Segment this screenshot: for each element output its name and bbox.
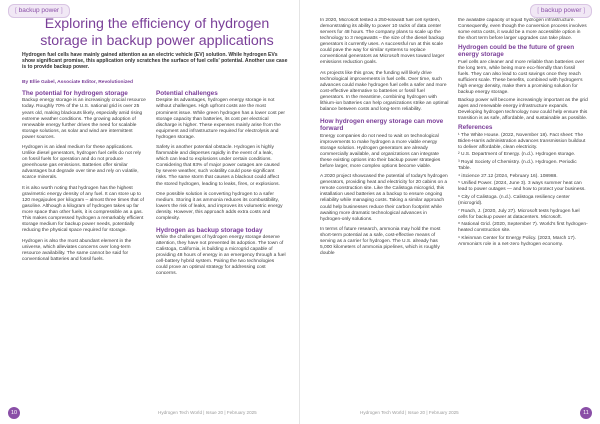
heading-challenges: Potential challenges bbox=[156, 90, 218, 97]
paragraph: Hydrogen is an ideal medium for these applications. Unlike diesel generators, hydrogen fuel cells do not rely on fossil fuels for operation and do not produce greenhouse gas emissions. Batteries offer similar advantages but degrade over time and rely on volatile, scarce minerals. bbox=[22, 145, 142, 181]
footer-text: Hydrogen Tech World | Issue 20 | February 2025 bbox=[360, 410, 459, 415]
page-number-badge: 11 bbox=[580, 407, 592, 419]
heading-forward: How hydrogen energy storage can move forward bbox=[320, 117, 444, 133]
footer-right bbox=[300, 406, 600, 420]
paragraph: While the challenges of hydrogen energy storage deserve attention, they have not prevented its adoption. The town of Calistoga, California, is building a microgrid capable of providing 48 hours of energy in an emergency through a fuel cell-battery hybrid system. Pairing the two technologies could prove an optimal strategy for addressing cost concerns. bbox=[156, 235, 286, 277]
byline: By Ellie Gabel, Associate Editor, Revolutionized bbox=[22, 80, 133, 85]
footer-text: Hydrogen Tech World | Issue 20 | February 2025 bbox=[158, 410, 257, 415]
section-tag-label: backup power bbox=[18, 7, 60, 14]
page-number-badge: 10 bbox=[8, 407, 20, 419]
right-column-2 bbox=[458, 18, 588, 412]
paragraph: A 2020 project showcased the potential of today's hydrogen generators, providing heat and electricity for 20 cabins on a remote construction site. Like the Calistoga microgrid, this installation used batteries as a backup to ensure ongoing reliability while managing costs. Taking a similar approach could help businesses reduce their carbon footprint while awaiting more dramatic technological advances in hydrogen-only solutions. bbox=[320, 174, 448, 222]
paragraph: As projects like this grow, the funding will likely drive technological improvements in fuel cells. Over time, such advances could make hydrogen fuel cells a safer and more cost-effective alternative to batteries or fossil fuel generators. In the meantime, combining hydrogen with lithium-ion batteries can help organizations strike an optimal balance between costs and long-term reliability. bbox=[320, 70, 449, 113]
paragraph: the available capacity of liquid hydrogen infrastructure. Consequently, even though the conversion process involves some extra costs, it would be a more accessible option in the short term before larger upgrades can take place. bbox=[458, 18, 587, 42]
left-column-1 bbox=[22, 90, 146, 412]
section-tag: [ backup power ] bbox=[8, 4, 70, 18]
reference-item: ² U.S. Department of Energy. (n.d.). Hydrogen storage. bbox=[458, 152, 576, 158]
heading-today: Hydrogen as backup storage today bbox=[156, 226, 263, 234]
paragraph: In terms of future research, ammonia may hold the most short-term potential as a safe, cost-effective means of serving as a carrier for hydrogen. The U.S. already has 5,000 kilometers of ammonia pipelines, which is roughly double bbox=[320, 227, 441, 257]
footer-left bbox=[0, 406, 300, 420]
references-heading: References bbox=[458, 123, 493, 131]
left-column-2 bbox=[156, 90, 286, 412]
reference-item: ⁵ Unified Power. (2024, June 3). 3 ways summer heat can lead to power outages — and how to protect your business. bbox=[458, 181, 586, 193]
reference-item: ¹ The White House. (2022, November 18). Fact sheet: The Biden-Harris administration advances transmission buildout to deliver affordable, clean electricity. bbox=[458, 132, 586, 150]
heading-potential: The potential for hydrogen storage bbox=[22, 90, 128, 97]
paragraph: Energy companies do not need to wait on technological improvements to make hydrogen a more viable energy storage solution. Hydrogen generators are already commercially available, and organizations can integrate these existing options into their backup power strategies before larger, more complex options become viable. bbox=[320, 133, 441, 169]
paragraph: Fuel cells are cleaner and more reliable than batteries over the long term, while being more eco-friendly than fossil fuels. They can also lead to cost savings once they reach sufficient scale. These benefits, combined with hydrogen's high energy density, make them a promising solution for backup energy storage. bbox=[458, 60, 585, 96]
paragraph: Backup power will become increasingly important as the grid ages and renewable energy infrastructure expands. Developing hydrogen technology now could help ensure this transition is as safe, affordable, and sustainable as possible. bbox=[458, 97, 588, 122]
paragraph: Hydrogen is also the most abundant element in the universe, which alleviates concerns over long-term resource availability. The same cannot be said for conventional batteries and fossil fuels. bbox=[22, 238, 132, 263]
paragraph: In 2020, Microsoft tested a 250-kilowatt fuel cell system, demonstrating its ability to power 10 racks of data center servers for 48 hours. The company plans to scale up the technology to 3 megawatts – the size of the diesel backup generators it currently uses. A successful run at this scale could pave the way for similar systems to replace conventional generators as Microsoft moves toward larger emissions reduction goals. bbox=[320, 18, 445, 66]
paragraph: It is also worth noting that hydrogen has the highest gravimetric energy density of any fuel. It can store up to 120 megajoules per kilogram – almost three times that of gasoline. Although a kilogram of hydrogen takes up far more space than other fuels, it is compressible as a gas. This makes compressed hydrogen a remarkably efficient storage medium for backup power needs, potentially reducing the physical space required for storage. bbox=[22, 186, 144, 234]
reference-item: ⁸ National Grid. (2020, September 7). World's first hydrogen-heated construction site. bbox=[458, 222, 588, 234]
reference-item: ⁴ iScience 27.12 (2024, February 16). 108988. bbox=[458, 173, 558, 179]
article-title: Exploring the efficiency of hydrogen storage in backup power applications bbox=[40, 16, 274, 49]
reference-item: ⁹ Kleinman Center for Energy Policy. (2023, March 17). Ammonia's role in a net-zero hydrogen economy. bbox=[458, 236, 577, 248]
right-page bbox=[300, 0, 600, 424]
article-intro: Hydrogen fuel cells have mainly gained attention as an electric vehicle (EV) solution. While hydrogen EVs show significant promise, this application only scratches the surface of fuel cells' potential. Another use case is to provide backup power. bbox=[22, 52, 288, 71]
reference-item: ³ Royal Society of Chemistry. (n.d.). Hydrogen. Periodic Table. bbox=[458, 160, 577, 172]
right-column-1 bbox=[320, 18, 450, 412]
paragraph: Backup energy storage is an increasingly crucial resource today. Roughly 70% of the U.S. national grid is over 25 years old, making blackouts likely, especially amid rising extreme weather conditions. The growing adoption of renewable energy further drives the need for scalable storage solutions, as solar and wind are intermittent power sources. bbox=[22, 98, 146, 140]
paragraph: Safety is another potential obstacle. Hydrogen is highly flammable and disperses rapidly in the event of a leak, which can lead to explosions under certain conditions. Considering that 83% of major power outages are caused by severe weather, such volatility could pose significant risks. The same storm that causes a blackout could affect the stored hydrogen, leading to leaks, fires, or explosions. bbox=[156, 145, 280, 187]
paragraph: Despite its advantages, hydrogen energy storage is not without challenges. High upfront costs are the most prominent issue. While green hydrogen has a lower cost per storage capacity than batteries, its cost per electrical discharge is higher. These expenses mainly arise from the equipment and infrastructure required for electrolysis and hydrogen storage. bbox=[156, 98, 285, 140]
reference-item: ⁷ Roach, J. (2020, July 27). Microsoft tests hydrogen fuel cells for backup power at datacenters. Microsoft. bbox=[458, 208, 580, 220]
paragraph: One possible solution is converting hydrogen to a safer medium. Storing it as ammonia reduces its combustibility, lowers the risk of leaks, and improves its volumetric energy density. However, this approach adds extra costs and complexity. bbox=[156, 192, 283, 222]
heading-future: Hydrogen could be the future of green energy storage bbox=[458, 43, 575, 59]
section-tag: [ backup power ] bbox=[530, 4, 592, 18]
section-tag-label: backup power bbox=[540, 7, 582, 14]
reference-item: ⁶ City of Calistoga. (n.d.). Calistoga resiliency center (microgrid). bbox=[458, 195, 570, 207]
